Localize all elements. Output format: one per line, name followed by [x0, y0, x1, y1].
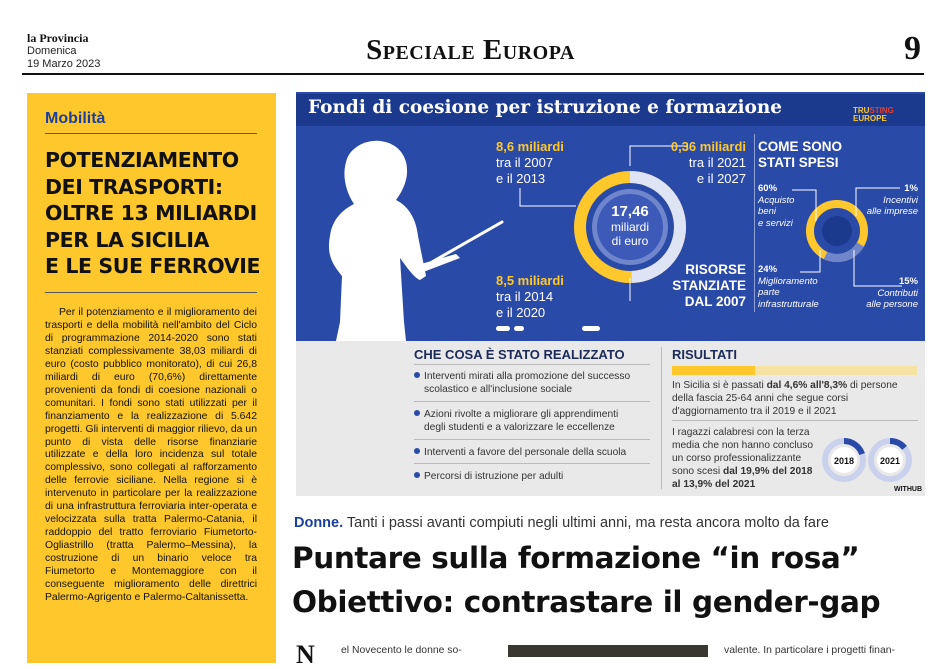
sidebar-title-line: POTENZIAMENTO [45, 148, 239, 172]
fund-amount: 0,36 miliardi [670, 139, 746, 154]
risultati-text: In Sicilia si è passati [672, 380, 767, 391]
section-rule [672, 420, 918, 421]
risultati-heading: RISULTATI [672, 347, 737, 362]
fund-2014-2020 [496, 273, 564, 321]
risultati-text: I ragazzi calabresi con la terza [672, 427, 810, 438]
spesi-pct: 1% [904, 183, 918, 194]
spesi-miglioramento [758, 264, 819, 310]
logo-text: STING [869, 106, 894, 115]
sidebar-rule-bottom [45, 292, 257, 293]
infographic-credit: WITHUB [894, 486, 922, 493]
donut-year-label: 2018 [833, 456, 855, 466]
risultati-text: d'aggiornamento tra il 2019 e il 2021 [672, 406, 837, 417]
spesi-pct: 60% [758, 183, 778, 194]
bullet-separator [414, 439, 650, 440]
article-headline-2: Obiettivo: contrastare il gender-gap [292, 585, 881, 619]
fund-period: e il 2013 [496, 171, 546, 186]
sidebar-title-line: E LE SUE FERROVIE [45, 254, 261, 278]
bullet-separator [414, 463, 650, 464]
risorse-stanziate [652, 262, 746, 310]
article-kicker [294, 515, 829, 531]
fund-total-unit: di euro [611, 234, 649, 248]
spesi-label: Acquisto [758, 194, 795, 206]
risultati-highlight: al 13,9% del 2021 [672, 479, 756, 490]
fund-period: tra il 2007 [496, 155, 554, 170]
bullet-icon [414, 448, 420, 454]
fund-total [590, 203, 670, 248]
fund-period: e il 2020 [496, 305, 546, 320]
spesi-contributi [846, 276, 918, 311]
risorse-line: STANZIATE [672, 278, 746, 293]
spesi-label: Miglioramento [758, 275, 818, 287]
publication-name: la Provincia [27, 31, 89, 45]
realizzato-text: Azioni rivolte a migliorare gli apprendimenti [424, 409, 619, 420]
spesi-label: beni [758, 206, 776, 217]
fund-period: e il 2027 [696, 171, 746, 186]
article-kicker-bold: Donne. [294, 515, 344, 531]
risultati-calabria [672, 426, 822, 491]
realizzato-text: scolastico e all'inclusione sociale [424, 384, 573, 395]
spesi-label: e servizi [758, 217, 793, 229]
bullet-icon [414, 372, 420, 378]
spesi-label: alle imprese [866, 206, 918, 217]
realizzato-item [414, 370, 649, 396]
column-divider [661, 347, 662, 489]
risorse-line: RISORSE [685, 262, 746, 277]
realizzato-item [414, 470, 649, 483]
article-photo [508, 645, 708, 657]
spesi-pct: 15% [898, 276, 918, 287]
article-col1: el Novecento le donne so- [341, 645, 462, 656]
risultati-highlight: dal 19,9% del 2018 [722, 466, 813, 477]
bullet-icon [414, 410, 420, 416]
article-col3: valente. In particolare i progetti finan- [724, 645, 895, 656]
risultati-text: sono scesi [672, 466, 723, 477]
fund-2007-2013 [496, 139, 564, 187]
sidebar-title-line: DEI TRASPORTI: [45, 174, 223, 199]
risultati-text: media che non hanno concluso [672, 440, 814, 451]
fund-period: tra il 2021 [688, 155, 746, 170]
spesi-heading-line: COME SONO [758, 139, 843, 154]
logo-text: EUROPE [853, 114, 887, 123]
article-kicker-text: Tanti i passi avanti compiuti negli ultimi anni, ma resta ancora molto da fare [346, 515, 829, 531]
sidebar-body: Per il potenziamento e il miglioramento dei trasporti e della mobilità nell'ambito del Ciclo di programmazione 2014-2020 sono stati stanziati complessivamente 38,03 miliardi di euro (costo pubblico monitorato), di cui 26,8 miliardi di euro (70,6%) direttamente provenienti da fondi di coesione nazionali o comunitari. I fondi sono stati utilizzati per il finanziamento e la realizzazione di 5.642 progetti. Gli interventi di maggior rilievo, da un punto di vista delle risorse finanziarie utilizzate e della loro incidenza sul totale complessivo, sono collegati al rafforzamento delle ferrovie siciliane. Nella regione si è intervenuto in particolare per la realizzazione di una infrastruttura ferroviaria inter-operata e velocizzata sulla tratta Palermo-Catania, il raddoppio del tratto ferroviario Fiumetorto-Ogliastrillo (tratta Palermo–Messina), la costruzione di un binario veloce tra Fiumetorto e Montemaggiore con il conseguente miglioramento delle direttrici Palermo-Agrigento e Palermo-Caltanissetta. [45, 307, 257, 603]
issue-day: Domenica [27, 45, 77, 57]
realizzato-item [414, 446, 649, 459]
trusting-europe-logo [853, 107, 894, 123]
fund-amount: 8,5 miliardi [496, 273, 564, 288]
section-title: Speciale Europa [366, 34, 575, 66]
teacher-silhouette-icon [329, 141, 460, 341]
realizzato-text: Interventi a favore del personale della scuola [424, 447, 627, 458]
bullet-separator [414, 401, 650, 402]
risultati-text: della fascia 25-64 anni che segue corsi [672, 393, 849, 404]
realizzato-heading: CHE COSA È STATO REALIZZATO [414, 347, 625, 362]
donut-year-label: 2021 [879, 456, 901, 466]
results-donuts [820, 436, 920, 486]
realizzato-text: Interventi mirati alla promozione del successo [424, 371, 631, 382]
section-rule [414, 364, 650, 365]
drop-cap: N [296, 640, 315, 669]
spesi-label: Contributi [877, 287, 918, 299]
sidebar-rule-top [45, 133, 257, 134]
progress-bar-fill [672, 366, 755, 375]
risultati-sicilia [672, 379, 918, 418]
fund-period: tra il 2014 [496, 289, 554, 304]
spesi-label: alle persone [866, 299, 918, 310]
spesi-label: Incentivi [883, 194, 918, 206]
risultati-text: di persone [847, 380, 898, 391]
spesi-heading-line: STATI SPESI [758, 155, 839, 170]
fund-total-unit: miliardi [610, 220, 649, 234]
realizzato-text: Percorsi di istruzione per adulti [424, 471, 564, 482]
sidebar-kicker: Mobilità [45, 110, 106, 127]
spesi-pct: 24% [758, 264, 778, 275]
spesi-heading [758, 139, 842, 171]
risorse-line: DAL 2007 [684, 294, 746, 309]
realizzato-item [414, 408, 649, 434]
article-headline-1: Puntare sulla formazione “in rosa” [292, 541, 860, 575]
spesi-acquisto [758, 183, 794, 229]
masthead-rule [22, 73, 924, 75]
page-number: 9 [904, 30, 921, 67]
realizzato-text: degli studenti e a valorizzare le eccellenze [424, 422, 615, 433]
fund-2021-2027 [652, 139, 746, 187]
sidebar-title-line: OLTRE 13 MILIARDI [45, 201, 257, 225]
sidebar-title [45, 147, 265, 280]
sidebar-title-line: PER LA SICILIA [45, 227, 210, 252]
logo-text: TRU [853, 106, 870, 115]
spesi-label: infrastrutturale [758, 298, 819, 310]
infographic-divider [754, 134, 755, 312]
fund-amount: 8,6 miliardi [496, 139, 564, 154]
spesi-incentivi [846, 183, 918, 218]
issue-date: 19 Marzo 2023 [27, 58, 101, 70]
risultati-text: un corso professionalizzante [672, 453, 802, 464]
bullet-icon [414, 472, 420, 478]
risultati-highlight: dal 4,6% all'8,3% [766, 380, 848, 391]
spesi-label: parte [758, 287, 780, 298]
infographic-title: Fondi di coesione per istruzione e formazione [308, 97, 783, 118]
fund-total-amount: 17,46 [611, 203, 649, 220]
